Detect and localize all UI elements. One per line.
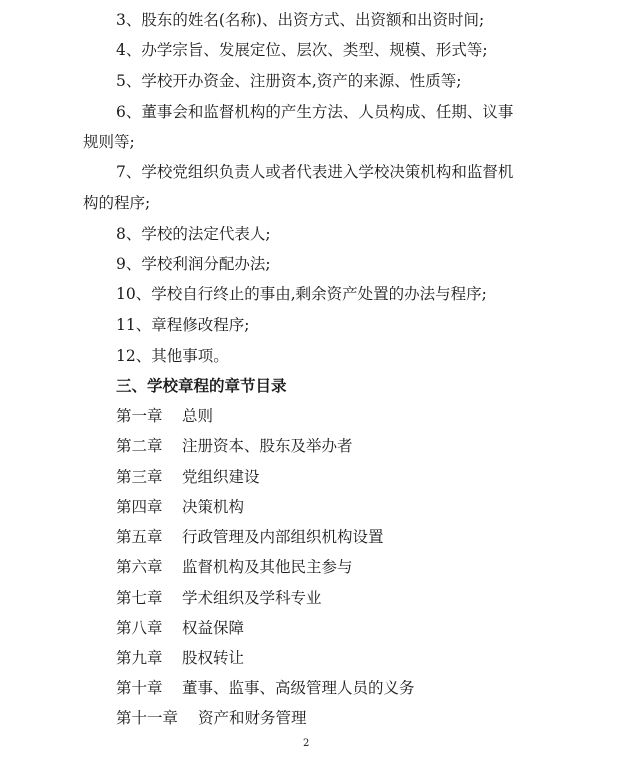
toc-row [116,467,260,487]
item-12: 12、其他事项。 [116,347,229,365]
toc-title: 党组织建设 [182,468,260,486]
toc-chapter: 第十章 [116,679,163,697]
toc-chapter: 第十一章 [116,709,179,727]
toc-row [116,618,245,638]
toc-title: 总则 [182,407,214,425]
item-10: 10、学校自行终止的事由,剩余资产处置的办法与程序; [116,285,487,303]
item-6-cont: 规则等; [83,133,135,151]
item-7: 7、学校党组织负责人或者代表进入学校决策机构和监督机 [116,163,514,181]
item-4: 4、办学宗旨、发展定位、层次、类型、规模、形式等; [116,41,488,59]
toc-chapter: 第二章 [116,437,163,455]
item-5: 5、学校开办资金、注册资本,资产的来源、性质等; [116,72,462,90]
item-9: 9、学校利润分配办法; [116,255,271,273]
item-3: 3、股东的姓名(名称)、出资方式、出资额和出资时间; [116,11,485,29]
toc-row [116,436,353,456]
page-number: 2 [303,738,310,749]
toc-title: 资产和财务管理 [198,709,307,727]
toc-chapter: 第八章 [116,619,163,637]
toc-row [116,497,245,517]
toc-title: 行政管理及内部组织机构设置 [182,528,384,546]
item-8: 8、学校的法定代表人; [116,225,271,243]
toc-row [116,588,322,608]
toc-row [116,648,245,668]
toc-title: 董事、监事、高级管理人员的义务 [182,679,415,697]
toc-row [116,406,214,426]
toc-row [116,527,384,547]
toc-chapter: 第五章 [116,528,163,546]
toc-chapter: 第四章 [116,498,163,516]
item-11: 11、章程修改程序; [116,316,250,334]
toc-row [116,557,353,577]
toc-chapter: 第七章 [116,589,163,607]
toc-chapter: 第六章 [116,558,163,576]
item-6: 6、董事会和监督机构的产生方法、人员构成、任期、议事 [116,103,514,121]
toc-row [116,708,307,728]
toc-chapter: 第九章 [116,649,163,667]
toc-title: 权益保障 [182,619,245,637]
toc-title: 决策机构 [182,498,245,516]
toc-row [116,678,415,698]
toc-chapter: 第三章 [116,468,163,486]
section-heading: 三、学校章程的章节目录 [116,377,287,395]
toc-title: 学术组织及学科专业 [182,589,322,607]
toc-chapter: 第一章 [116,407,163,425]
toc-title: 股权转让 [182,649,245,667]
item-7-cont: 构的程序; [83,194,151,212]
toc-title: 监督机构及其他民主参与 [182,558,353,576]
toc-title: 注册资本、股东及举办者 [182,437,353,455]
